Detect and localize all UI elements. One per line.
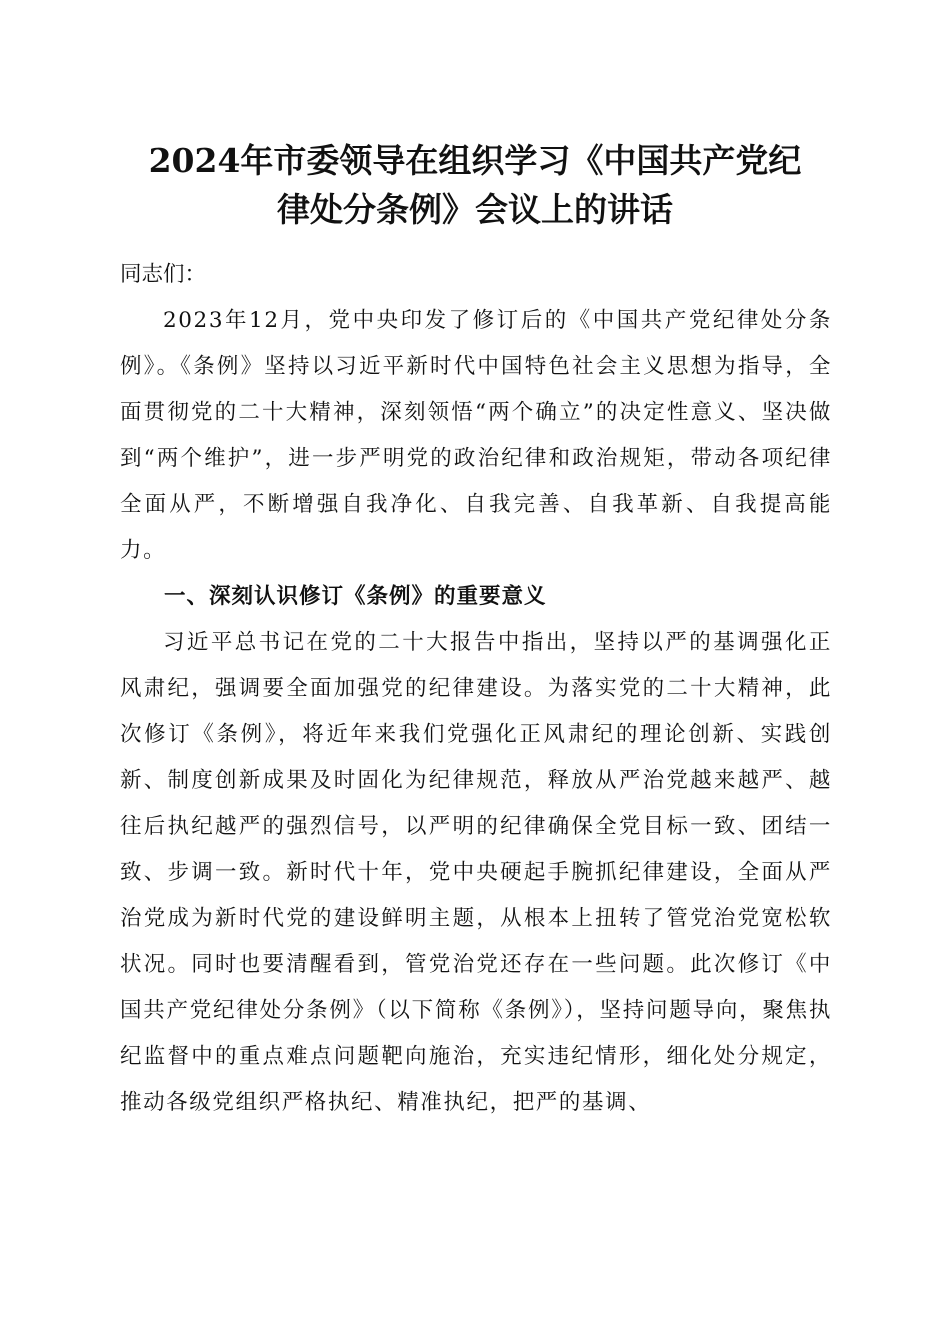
paragraph-intro: 2023年12月，党中央印发了修订后的《中国共产党纪律处分条例》。《条例》坚持以习近平新时代中国特色社会主义思想为指导，全面贯彻党的二十大精神，深刻领悟“两个确立”的决定性意义、坚决做到“两个维护”，进一步严明党的政治纪律和政治规矩，带动各项纪律全面从严，不断增强自我净化、自我完善、自我革新、自我提高能力。 [120,308,832,563]
document-body [120,252,832,1126]
section-heading-1: 一、深刻认识修订《条例》的重要意义 [164,584,547,609]
title-line-2: 律处分条例》会议上的讲话 [277,190,673,229]
paragraph-section-1: 习近平总书记在党的二十大报告中指出，坚持以严的基调强化正风肃纪，强调要全面加强党的纪律建设。为落实党的二十大精神，此次修订《条例》，将近年来我们党强化正风肃纪的理论创新、实践创新、制度创新成果及时固化为纪律规范，释放从严治党越来越严、越往后执纪越严的强烈信号，以严明的纪律确保全党目标一致、团结一致、步调一致。新时代十年，党中央硬起手腕抓纪律建设，全面从严治党成为新时代党的建设鲜明主题，从根本上扭转了管党治党宽松软状况。同时也要清醒看到，管党治党还存在一些问题。此次修订《中国共产党纪律处分条例》（以下简称《条例》），坚持问题导向，聚焦执纪监督中的重点难点问题靶向施治，充实违纪情形，细化处分规定，推动各级党组织严格执纪、精准执纪，把严的基调、 [120,630,832,1115]
salutation: 同志们： [120,262,207,287]
title-line-1: 2024年市委领导在组织学习《中国共产党纪 [148,141,802,180]
document-title [100,136,850,234]
